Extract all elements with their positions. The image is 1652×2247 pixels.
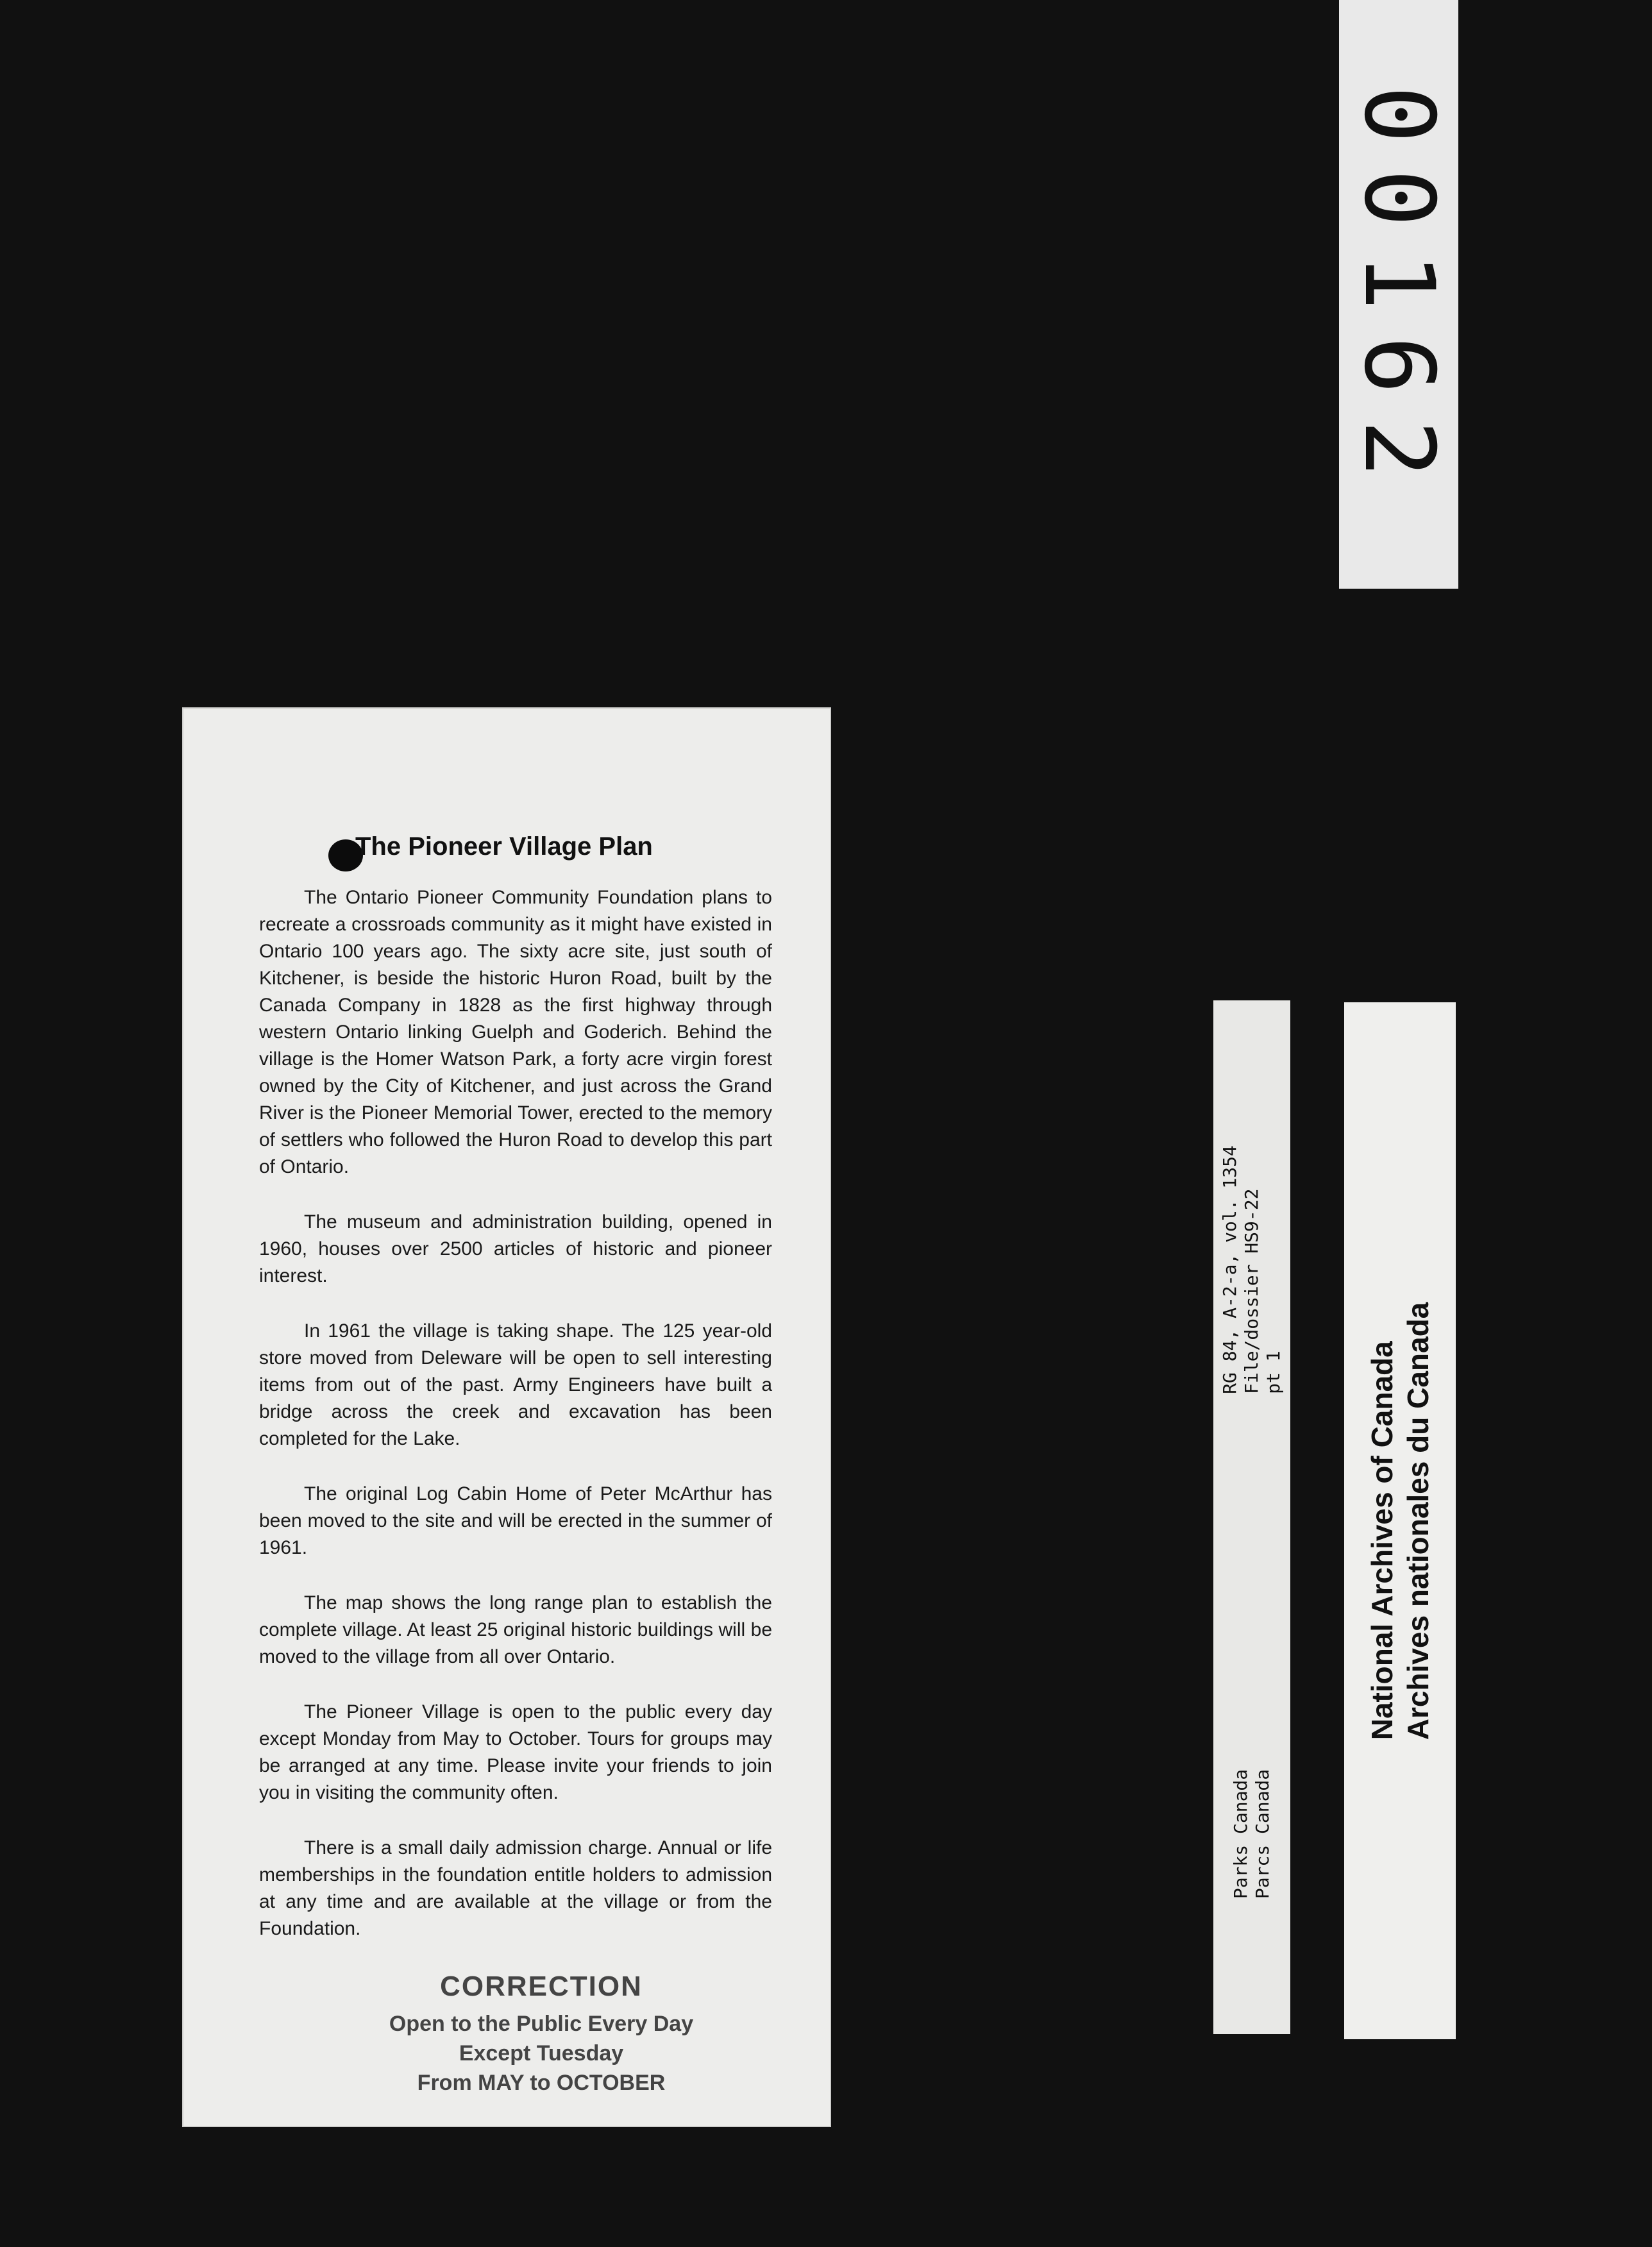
frame-number-strip [1339,0,1458,589]
paragraph: In 1961 the village is taking shape. The 125 year-old store moved from Deleware will be open to sell interesting items from out of the past. Army Engineers have built a bridge across the creek and excavation has been completed for the Lake. [259,1320,772,1449]
leaflet-title: The Pioneer Village Plan [355,832,653,861]
paragraph: The original Log Cabin Home of Peter McArthur has been moved to the site and will be erected in the summer of 1961. [259,1483,772,1558]
archives-names [1364,1302,1436,1740]
paragraph: The Ontario Pioneer Community Foundation plans to recreate a crossroads community as it might have existed in Ontario 100 years ago. The sixty acre site, just south of Kitchener, is beside the historic Huron Road, built by the Canada Company in 1828 as the first highway through western Ontario linking Guelph and Goderich. Behind the village is the Homer Watson Park, a forty acre virgin forest owned by the City of Kitchener, and just across the Grand River is the Pioneer Memorial Tower, erected to the memory of settlers who followed the Huron Road to develop this part of Ontario. [259,887,772,1177]
agency-name: Parcs Canada [1252,1769,1273,1899]
paragraph: The museum and administration building, opened in 1960, houses over 2500 articles of historic and pioneer interest. [259,1211,772,1286]
national-archives-label [1344,1002,1456,2039]
leaflet-body [259,884,772,1971]
stamp-line: From MAY to OCTOBER [417,2071,666,2095]
file-reference [1219,1145,1285,1394]
reference-line: File/dossier HS9-22 [1241,1188,1262,1394]
paragraph: There is a small daily admission charge. Annual or life memberships in the foundation entitle holders to admission at any time and are available at the village or from the Foundation. [259,1837,772,1939]
frame-number: 00162 [1343,85,1454,503]
archives-name-fr: Archives nationales du Canada [1401,1302,1435,1740]
agency-names [1230,1769,1274,1899]
paragraph: The map shows the long range plan to establish the complete village. At least 25 original historic buildings will be moved to the village from all over Ontario. [259,1592,772,1667]
correction-stamp [349,1971,734,2098]
stamp-line: Except Tuesday [459,2041,624,2066]
archives-name-en: National Archives of Canada [1365,1340,1399,1740]
agency-name: Parks Canada [1230,1769,1251,1899]
leaflet-page [182,707,831,2127]
reference-line: RG 84, A-2-a, vol. 1354 [1219,1145,1240,1394]
reference-line: pt 1 [1263,1351,1284,1394]
stamp-line: Open to the Public Every Day [389,2012,694,2036]
stamp-heading: CORRECTION [440,1971,643,2002]
paragraph: The Pioneer Village is open to the public every day except Monday from May to October. Tours for groups may be arranged at any time. Please invite your friends to join you in visiting the community often. [259,1701,772,1803]
parks-canada-label [1213,1000,1290,2034]
